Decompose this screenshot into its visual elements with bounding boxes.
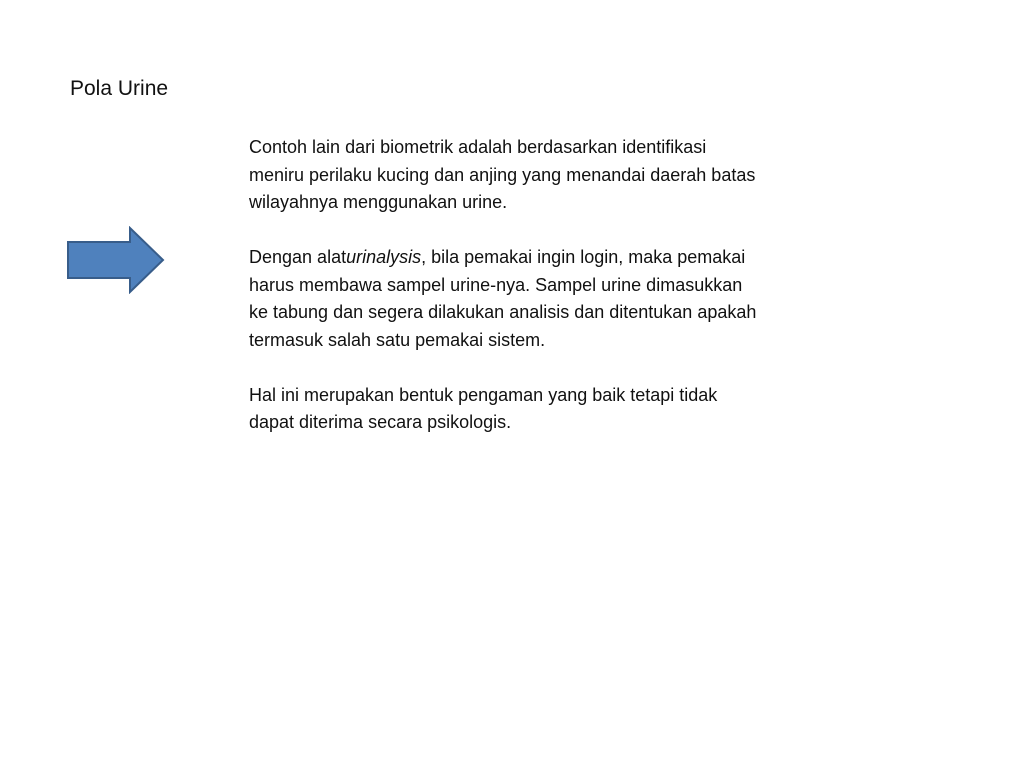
slide-title: Pola Urine [70,77,169,100]
text-line: Hal ini merupakan bentuk pengaman yang baik tetapi tidak [249,384,718,405]
text-line: wilayahnya menggunakan urine. [249,192,508,212]
body-text [249,134,849,464]
right-arrow-icon [66,226,166,294]
text-line: harus membawa sampel urine-nya. Sampel urine dimasukkan [249,274,743,295]
text-segment: Dengan alat [249,247,347,267]
text-line: dapat diterima secara psikologis. [249,412,512,432]
paragraph-biometric-intro [249,134,849,217]
text-line: meniru perilaku kucing dan anjing yang menandai daerah batas [249,164,756,185]
text-line: Contoh lain dari biometrik adalah berdasarkan identifikasi [249,137,707,157]
italic-term: urinalysis [346,247,422,267]
paragraph-urinalysis [249,244,849,354]
arrow-body [68,228,163,292]
paragraph-conclusion [249,382,849,437]
text-line: ke tabung dan segera dilakukan analisis dan ditentukan apakah [249,302,757,322]
text-line: termasuk salah satu pemakai sistem. [249,329,546,350]
text-line [249,244,849,272]
text-segment: , bila pemakai ingin login, maka pemakai [421,247,746,267]
